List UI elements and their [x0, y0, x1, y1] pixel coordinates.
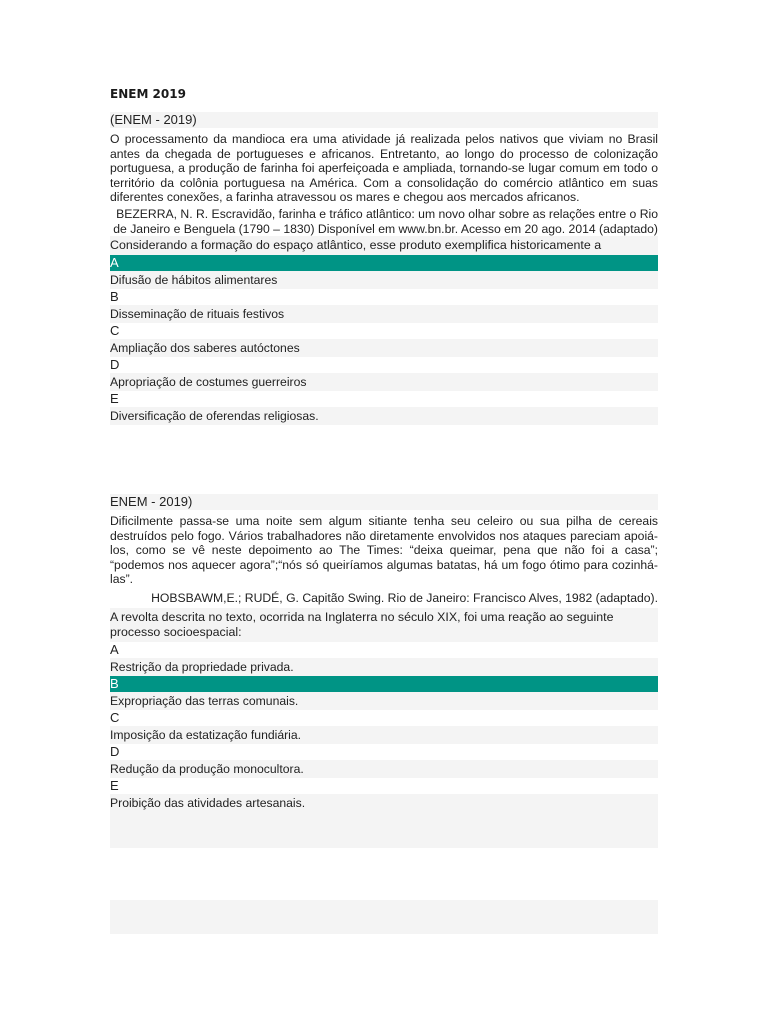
option-text-c[interactable]: Imposição da estatização fundiária.	[110, 726, 658, 744]
option-text-a[interactable]: Difusão de hábitos alimentares	[110, 271, 658, 289]
option-letter-e[interactable]: E	[110, 391, 658, 407]
option-letter-c[interactable]: C	[110, 710, 658, 726]
question-1	[110, 112, 658, 425]
option-letter-e[interactable]: E	[110, 778, 658, 794]
question-header: (ENEM - 2019)	[110, 112, 658, 128]
option-text-d[interactable]: Apropriação de costumes guerreiros	[110, 373, 658, 391]
empty-answer-box	[110, 900, 658, 934]
question-text: O processamento da mandioca era uma atividade já realizada pelos nativos que viviam no Brasil antes da chegada de portugueses e africanos. Entretanto, ao longo do processo de colonização portuguesa, a produção de farinha foi aperfeiçoada e ampliada, tornando-se lugar comum em todo o território da colônia portuguesa na América. Com a consolidação do comércio atlântico em suas diferentes conexões, a farinha atravessou os mares e chegou aos mercados africanos.	[110, 132, 658, 205]
option-list	[110, 642, 658, 848]
question-stem: Considerando a formação do espaço atlântico, esse produto exemplifica historicamente a	[110, 236, 658, 255]
option-letter-d[interactable]: D	[110, 744, 658, 760]
question-citation: BEZERRA, N. R. Escravidão, farinha e tráfico atlântico: um novo olhar sobre as relações entre o Rio de Janeiro e Benguela (1790 – 1830) Disponível em www.bn.br. Acesso em 20 ago. 2014 (adaptado)	[113, 206, 658, 236]
option-text-e[interactable]: Diversificação de oferendas religiosas.	[110, 407, 658, 425]
option-list	[110, 255, 658, 425]
option-text-b[interactable]: Disseminação de rituais festivos	[110, 305, 658, 323]
question-citation: HOBSBAWM,E.; RUDÉ, G. Capitão Swing. Rio de Janeiro: Francisco Alves, 1982 (adaptado).	[151, 590, 658, 605]
document-title: ENEM 2019	[110, 87, 186, 101]
question-stem: A revolta descrita no texto, ocorrida na Inglaterra no século XIX, foi uma reação ao seguinte processo socioespacial:	[110, 608, 658, 642]
option-letter-b[interactable]: B	[110, 676, 658, 692]
question-2	[110, 494, 658, 848]
question-header: ENEM - 2019)	[110, 494, 658, 510]
option-letter-c[interactable]: C	[110, 323, 658, 339]
option-letter-a[interactable]: A	[110, 642, 658, 658]
option-letter-a[interactable]: A	[110, 255, 658, 271]
question-text: Dificilmente passa-se uma noite sem algum sitiante tenha seu celeiro ou sua pilha de cereais destruídos pelo fogo. Vários trabalhadores não diretamente envolvidos nos ataques pareciam apoiá-los, como se vê neste depoimento ao The Times: “deixa queimar, pena que não foi a casa”; “podemos nos aquecer agora”;“nós só queiríamos algumas batatas, há um fogo ótimo para cozinhá-las”.	[110, 514, 658, 587]
option-text-c[interactable]: Ampliação dos saberes autóctones	[110, 339, 658, 357]
option-letter-d[interactable]: D	[110, 357, 658, 373]
option-letter-b[interactable]: B	[110, 289, 658, 305]
option-text-d[interactable]: Redução da produção monocultora.	[110, 760, 658, 778]
option-text-b[interactable]: Expropriação das terras comunais.	[110, 692, 658, 710]
option-text-e[interactable]: Proibição das atividades artesanais.	[110, 794, 658, 848]
option-text-a[interactable]: Restrição da propriedade privada.	[110, 658, 658, 676]
